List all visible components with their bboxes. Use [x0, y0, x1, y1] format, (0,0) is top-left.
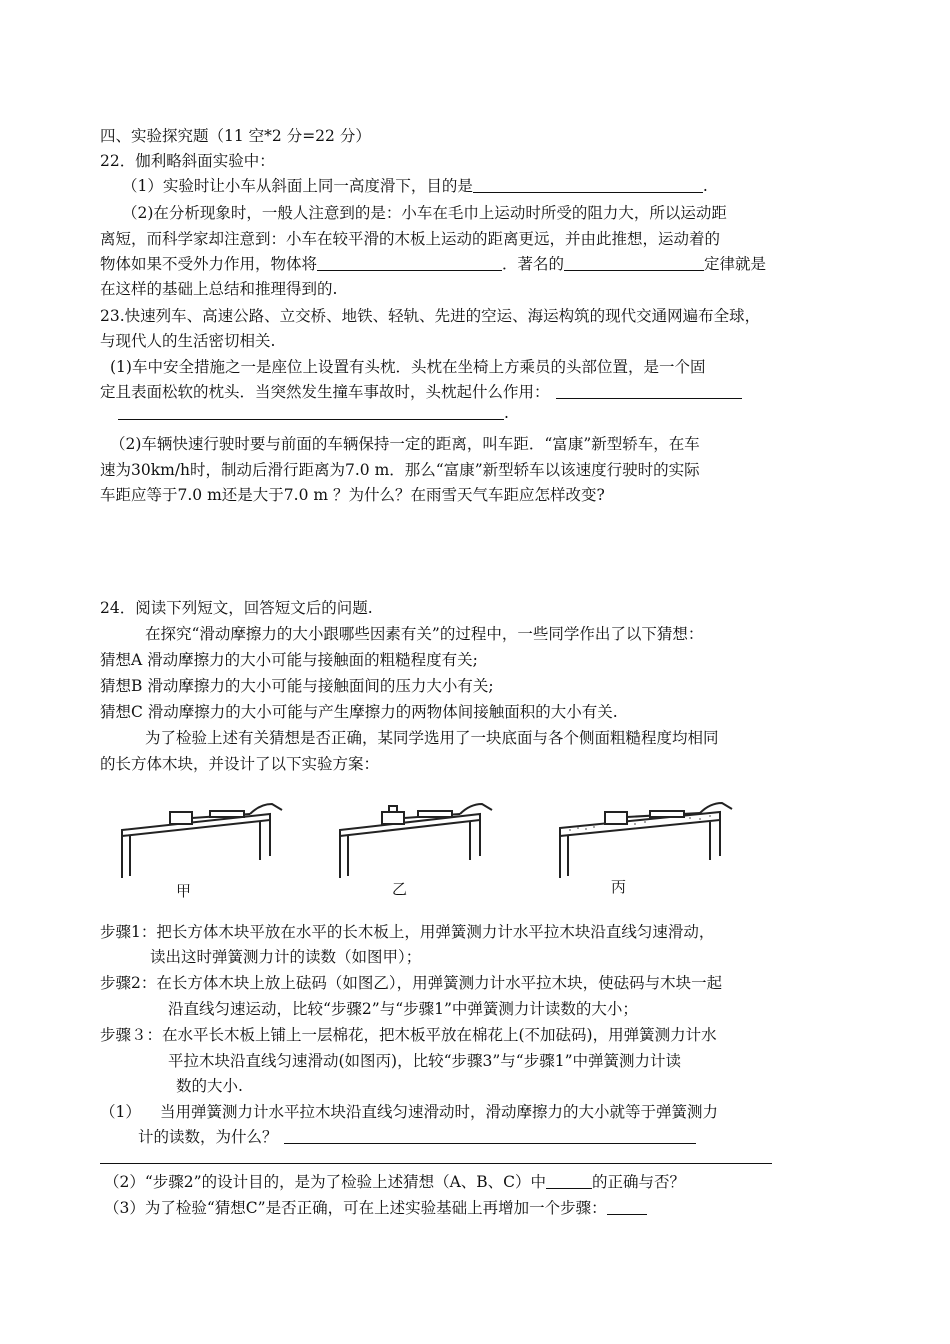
guess-b: 猜想B 滑动摩擦力的大小可能与接触面间的压力大小有关;	[100, 677, 494, 695]
figure-jia	[122, 804, 282, 878]
answer-blank[interactable]	[564, 254, 704, 271]
guess-c: 猜想C 滑动摩擦力的大小可能与产生摩擦力的两物体间接触面积的大小有关.	[100, 703, 618, 721]
q22-part2-line1: （2)在分析现象时，一般人注意到的是：小车在毛巾上运动时所受的阻力大，所以运动距	[122, 204, 727, 222]
figure-label-bing: 丙	[611, 878, 627, 896]
answer-blank[interactable]	[118, 403, 504, 420]
q23-part2-line1: （2)车辆快速行驶时要与前面的车辆保持一定的距离，叫车距．“富康”新型轿车，在车	[110, 435, 700, 453]
guess-a: 猜想A 滑动摩擦力的大小可能与接触面的粗糙程度有关;	[100, 651, 478, 669]
plan-line1: 为了检验上述有关猜想是否正确，某同学选用了一块底面与各个侧面粗糙程度均相同	[145, 729, 719, 747]
answer-blank[interactable]	[546, 1172, 592, 1189]
answer-blank[interactable]	[284, 1127, 696, 1144]
experiment-illustration	[100, 786, 760, 898]
q23-part1-line1: (1)车中安全措施之一是座位上设置有头枕．头枕在坐椅上方乘员的头部位置，是一个固	[110, 358, 706, 376]
step1-line2: 读出这时弹簧测力计的读数（如图甲）；	[150, 948, 422, 966]
figure-yi	[340, 804, 492, 878]
q22-part2-line4: 在这样的基础上总结和推理得到的.	[100, 280, 338, 298]
qa1-line1: 当用弹簧测力计水平拉木块沿直线匀速滑动时，滑动摩擦力的大小就等于弹簧测力	[160, 1103, 719, 1121]
q23-head-line1: 23.快速列车、高速公路、立交桥、地铁、轻轨、先进的空运、海运构筑的现代交通网遍布全球，	[100, 307, 761, 325]
answer-line[interactable]	[100, 1163, 772, 1164]
step1-line1: 步骤1：把长方体木块平放在水平的长木板上，用弹簧测力计水平拉木块沿直线匀速滑动，	[100, 923, 715, 941]
q22-head: 22．伽利略斜面实验中：	[100, 152, 275, 170]
q24-head: 24．阅读下列短文，回答短文后的问题.	[100, 599, 373, 617]
q22-part1: （1）实验时让小车从斜面上同一高度滑下，目的是 .	[122, 177, 708, 195]
q23-part1-line2: 定且表面松软的枕头．当突然发生撞车事故时，头枕起什么作用：	[100, 381, 742, 403]
qa1-number: （1）	[100, 1103, 141, 1121]
answer-blank[interactable]	[473, 176, 703, 193]
q23-part2-line3: 车距应等于7.0 m还是大于7.0 m ？为什么？在雨雪天气车距应怎样改变?	[100, 486, 605, 504]
q23-part2-line2: 速为30km/h时，制动后滑行距离为7.0 m．那么“富康”新型轿车以该速度行驶时的实际	[100, 461, 700, 479]
figure-bing	[560, 803, 732, 878]
answer-blank[interactable]	[607, 1198, 647, 1215]
step2-line2: 沿直线匀速运动，比较“步骤2”与“步骤1”中弹簧测力计读数的大小；	[168, 1000, 638, 1018]
q22-part2-line3: 物体如果不受外力作用，物体将 ．著名的 定律就是	[100, 255, 767, 273]
q24-intro: 在探究“滑动摩擦力的大小跟哪些因素有关”的过程中，一些同学作出了以下猜想：	[145, 625, 704, 643]
step2-line1: 步骤2：在长方体木块上放上砝码（如图乙），用弹簧测力计水平拉木块，使砝码与木块一起	[100, 974, 723, 992]
q23-head-line2: 与现代人的生活密切相关.	[100, 332, 276, 350]
section-title: 四、实验探究题（11 空*2 分=22 分）	[100, 127, 371, 145]
step3-line2: 平拉木块沿直线匀速滑动(如图丙)，比较“步骤3”与“步骤1”中弹簧测力计读	[168, 1052, 682, 1070]
q23-part1-line3: .	[118, 402, 509, 424]
figure-label-jia: 甲	[176, 882, 192, 900]
experiment-figures	[100, 786, 760, 902]
qa3: （3）为了检验“猜想C”是否正确，可在上述实验基础上再增加一个步骤：	[104, 1197, 647, 1219]
qa1-line2: 计的读数，为什么？	[138, 1126, 696, 1148]
figure-label-yi: 乙	[392, 880, 408, 898]
qa2: （2）“步骤2”的设计目的，是为了检验上述猜想（A、B、C）中 的正确与否？	[104, 1173, 686, 1191]
plan-line2: 的长方体木块，并设计了以下实验方案：	[100, 755, 380, 773]
step3-line1: 步骤３：在水平长木板上铺上一层棉花，把木板平放在棉花上(不加砝码)，用弹簧测力计水	[100, 1026, 717, 1044]
answer-blank[interactable]	[317, 254, 502, 271]
q22-part2-line2: 离短，而科学家却注意到：小车在较平滑的木板上运动的距离更远，并由此推想，运动着的	[100, 230, 721, 248]
step3-line3: 数的大小.	[176, 1077, 243, 1095]
answer-blank[interactable]	[556, 382, 742, 399]
